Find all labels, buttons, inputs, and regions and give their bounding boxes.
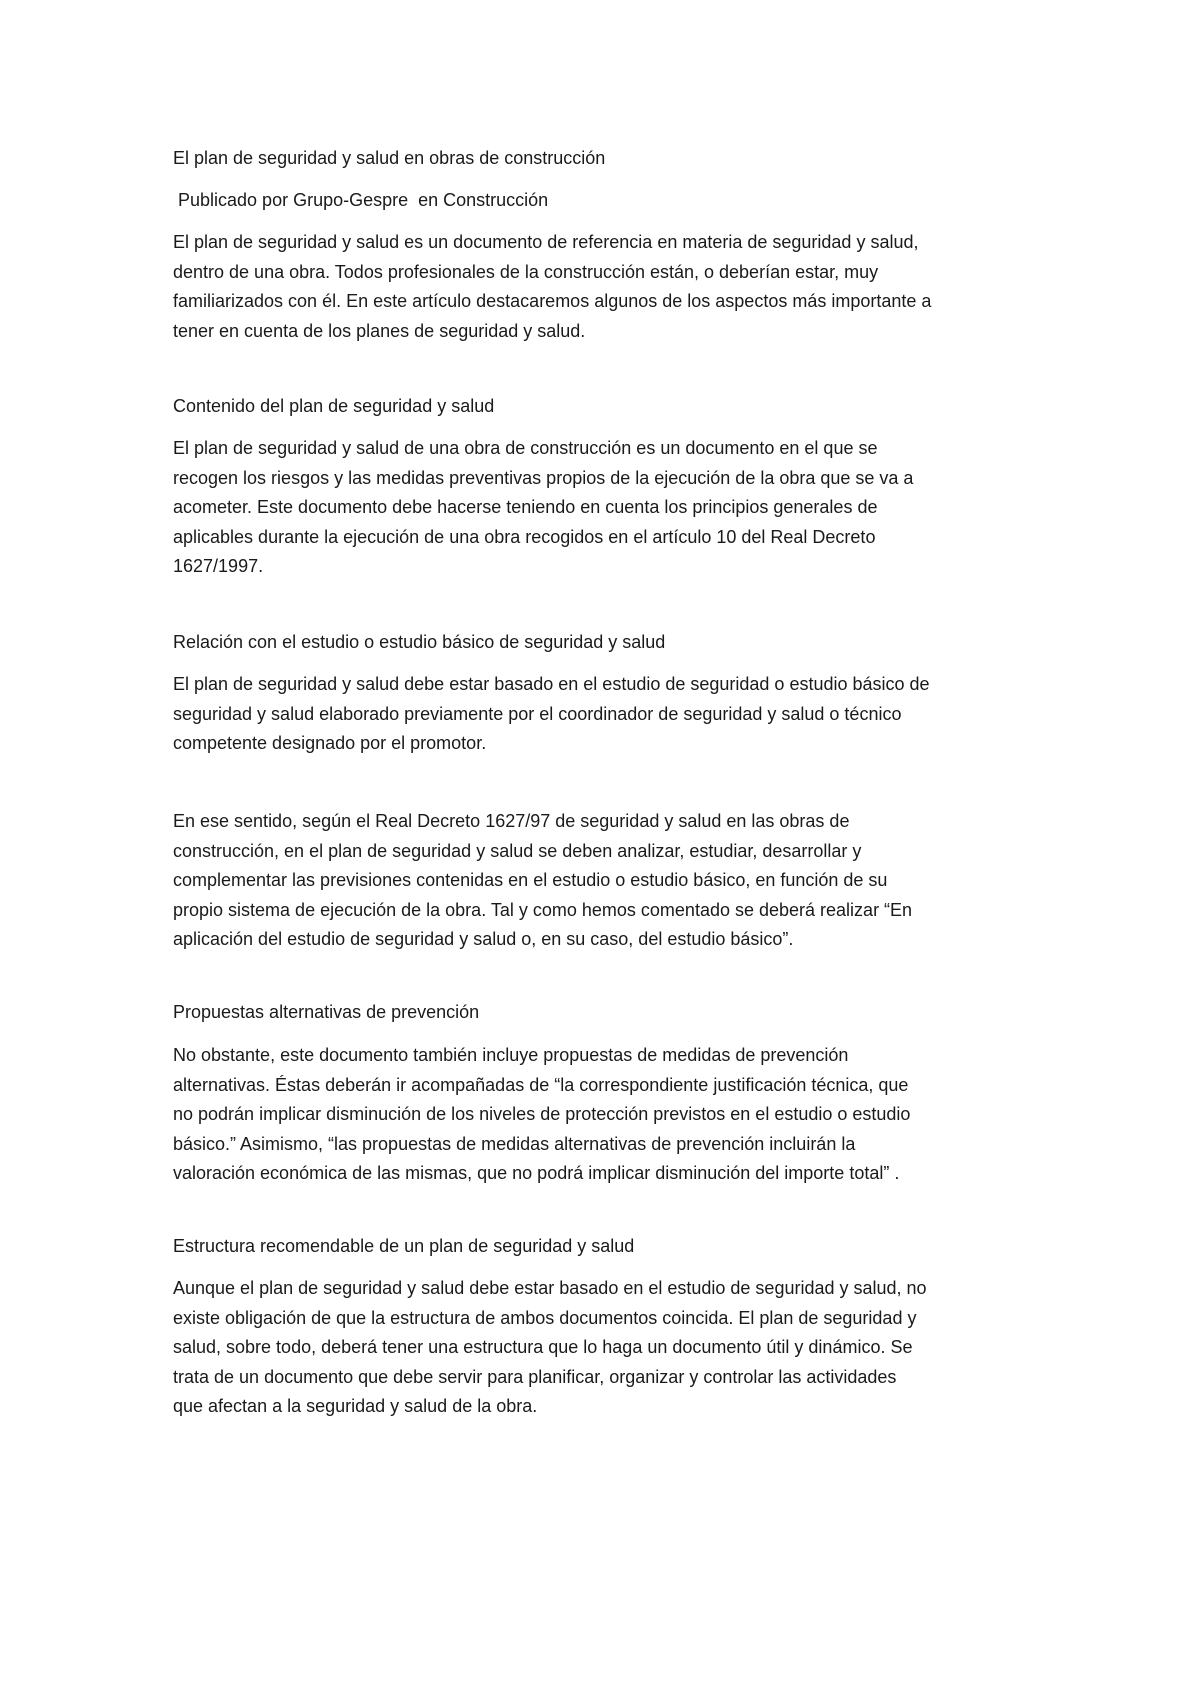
paragraph-line: El plan de seguridad y salud es un documento de referencia en materia de seguridad y salud, [173, 232, 919, 252]
paragraph-line: acometer. Este documento debe hacerse teniendo en cuenta los principios generales de [173, 497, 878, 517]
paragraph-line: recogen los riesgos y las medidas preventivas propios de la ejecución de la obra que se va a [173, 467, 914, 488]
paragraph-line: existe obligación de que la estructura de ambos documentos coincida. El plan de seguridad y [173, 1307, 917, 1328]
paragraph-line: dentro de una obra. Todos profesionales de la construcción están, o deberían estar, muy [173, 261, 879, 282]
section-heading: Contenido del plan de seguridad y salud [173, 396, 495, 416]
intro-paragraph [173, 228, 931, 346]
paragraph-line: No obstante, este documento también incluye propuestas de medidas de prevención [173, 1045, 849, 1065]
paragraph-line: aplicables durante la ejecución de una obra recogidos en el artículo 10 del Real Decreto [173, 526, 876, 547]
paragraph-line: propio sistema de ejecución de la obra. Tal y como hemos comentado se deberá realizar “En [173, 899, 913, 920]
paragraph-line: alternativas. Éstas deberán ir acompañadas de “la correspondiente justificación técnica, que [173, 1074, 909, 1095]
document-byline: Publicado por Grupo-Gespre en Construcción [173, 190, 549, 210]
section-paragraph [173, 434, 913, 582]
paragraph-line: tener en cuenta de los planes de seguridad y salud. [173, 320, 586, 341]
paragraph-line: competente designado por el promotor. [173, 733, 487, 753]
section-paragraph [173, 807, 912, 955]
section-heading: Propuestas alternativas de prevención [173, 1002, 480, 1022]
paragraph-line: El plan de seguridad y salud de una obra de construcción es un documento en el que se [173, 438, 878, 458]
paragraph-line: aplicación del estudio de seguridad y salud o, en su caso, del estudio básico”. [173, 929, 794, 949]
paragraph-line: familiarizados con él. En este artículo destacaremos algunos de los aspectos más importante a [173, 291, 932, 311]
section-paragraph [173, 670, 930, 759]
paragraph-line: seguridad y salud elaborado previamente por el coordinador de seguridad y salud o técnico [173, 703, 902, 724]
paragraph-line: valoración económica de las mismas, que no podrá implicar disminución del importe total” . [173, 1163, 900, 1183]
section-heading: Relación con el estudio o estudio básico de seguridad y salud [173, 632, 666, 652]
paragraph-line: no podrán implicar disminución de los niveles de protección previstos en el estudio o estudio [173, 1104, 911, 1124]
paragraph-line: Aunque el plan de seguridad y salud debe estar basado en el estudio de seguridad y salud, no [173, 1278, 927, 1298]
section-paragraph [173, 1041, 910, 1189]
paragraph-line: trata de un documento que debe servir para planificar, organizar y controlar las actividades [173, 1366, 897, 1387]
paragraph-line: complementar las previsiones contenidas en el estudio o estudio básico, en función de su [173, 870, 888, 890]
section-heading: Estructura recomendable de un plan de seguridad y salud [173, 1236, 635, 1256]
paragraph-line: construcción, en el plan de seguridad y salud se deben analizar, estudiar, desarrollar y [173, 840, 862, 861]
paragraph-line: En ese sentido, según el Real Decreto 1627/97 de seguridad y salud en las obras de [173, 811, 850, 831]
section-paragraph [173, 1274, 927, 1422]
paragraph-line: salud, sobre todo, deberá tener una estructura que lo haga un documento útil y dinámico. Se [173, 1337, 913, 1357]
paragraph-line: 1627/1997. [173, 556, 264, 576]
paragraph-line: básico.” Asimismo, “las propuestas de medidas alternativas de prevención incluirán la [173, 1133, 856, 1154]
paragraph-line: que afectan a la seguridad y salud de la obra. [173, 1396, 538, 1416]
paragraph-line: El plan de seguridad y salud debe estar basado en el estudio de seguridad o estudio básico de [173, 674, 930, 694]
document-title: El plan de seguridad y salud en obras de construcción [173, 148, 606, 168]
